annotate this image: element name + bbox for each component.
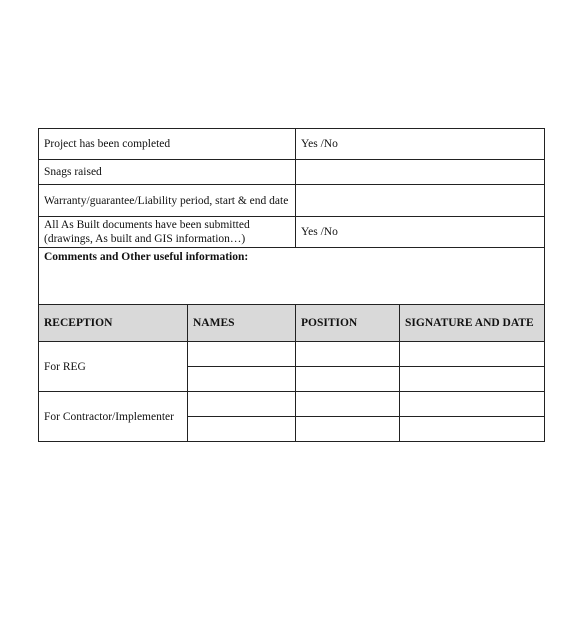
reg-position-cell-1[interactable]: [296, 342, 400, 367]
signoff-header-row: [39, 305, 545, 342]
reg-name-cell-2[interactable]: [188, 367, 296, 392]
reg-name-cell-1[interactable]: [188, 342, 296, 367]
completion-table: [38, 128, 545, 305]
handover-form: [38, 128, 545, 442]
reg-position-cell-2[interactable]: [296, 367, 400, 392]
contractor-signature-cell-2[interactable]: [400, 417, 545, 442]
table-row: [39, 392, 545, 417]
signoff-table: [38, 304, 545, 442]
header-reception: RECEPTION: [39, 305, 188, 342]
table-row: [39, 129, 545, 160]
party-reg: For REG: [39, 342, 188, 392]
table-row: [39, 217, 545, 248]
header-position: POSITION: [296, 305, 400, 342]
table-row: [39, 185, 545, 217]
table-row: [39, 160, 545, 185]
comments-field[interactable]: Comments and Other useful information:: [39, 248, 545, 305]
header-signature-date: SIGNATURE AND DATE: [400, 305, 545, 342]
row-label-as-built: All As Built documents have been submitted (drawings, As built and GIS information…): [39, 217, 296, 248]
row-label-completed: Project has been completed: [39, 129, 296, 160]
comments-row: [39, 248, 545, 305]
row-value-snags[interactable]: [296, 160, 545, 185]
contractor-position-cell-1[interactable]: [296, 392, 400, 417]
table-row: [39, 342, 545, 367]
row-value-completed[interactable]: Yes /No: [296, 129, 545, 160]
row-label-warranty: Warranty/guarantee/Liability period, start & end date: [39, 185, 296, 217]
header-names: NAMES: [188, 305, 296, 342]
row-value-as-built[interactable]: Yes /No: [296, 217, 545, 248]
party-contractor: For Contractor/Implementer: [39, 392, 188, 442]
contractor-signature-cell-1[interactable]: [400, 392, 545, 417]
reg-signature-cell-2[interactable]: [400, 367, 545, 392]
row-label-snags: Snags raised: [39, 160, 296, 185]
reg-signature-cell-1[interactable]: [400, 342, 545, 367]
row-value-warranty[interactable]: [296, 185, 545, 217]
contractor-name-cell-1[interactable]: [188, 392, 296, 417]
contractor-name-cell-2[interactable]: [188, 417, 296, 442]
contractor-position-cell-2[interactable]: [296, 417, 400, 442]
